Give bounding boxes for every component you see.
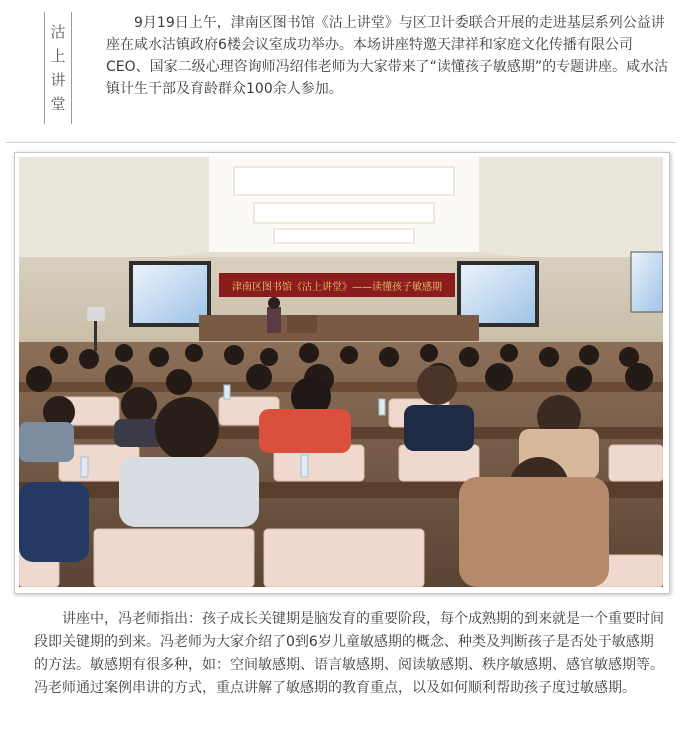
article-header [0, 0, 682, 140]
column-title-char: 上 [50, 47, 66, 65]
column-title-char: 沽 [50, 23, 66, 41]
lecture-hall-illustration [19, 157, 663, 587]
banner-text: 津南区图书馆《沽上讲堂》——读懂孩子敏感期 [232, 282, 442, 293]
column-title-char: 堂 [50, 95, 66, 113]
intro-paragraph: 9月19日上午，津南区图书馆《沽上讲堂》与区卫计委联合开展的走进基层系列公益讲座在咸水沽镇政府6楼会议室成功举办。本场讲座特邀天津祥和家庭文化传播有限公司CEO、国家二级心理咨询师冯绍伟老师为大家带来了“读懂孩子敏感期”的专题讲座。咸水沽镇计生干部及育龄群众100余人参加。 [106, 15, 669, 97]
body-paragraph: 讲座中，冯老师指出：孩子成长关键期是脑发育的重要阶段，每个成熟期的到来就是一个重要时间段即关键期的到来。冯老师为大家介绍了0到6岁儿童敏感期的概念、种类及判断孩子是否处于敏感期的方法。敏感期有很多种，如：空间敏感期、语言敏感期、阅读敏感期、秩序敏感期、感官敏感期等。冯老师通过案例串讲的方式，重点讲解了敏感期的教育重点，以及如何顺利帮助孩子度过敏感期。 [34, 611, 664, 696]
divider [6, 142, 676, 143]
column-title-vertical [44, 12, 72, 124]
lecture-photo [14, 152, 670, 594]
column-title-char: 讲 [50, 71, 66, 89]
